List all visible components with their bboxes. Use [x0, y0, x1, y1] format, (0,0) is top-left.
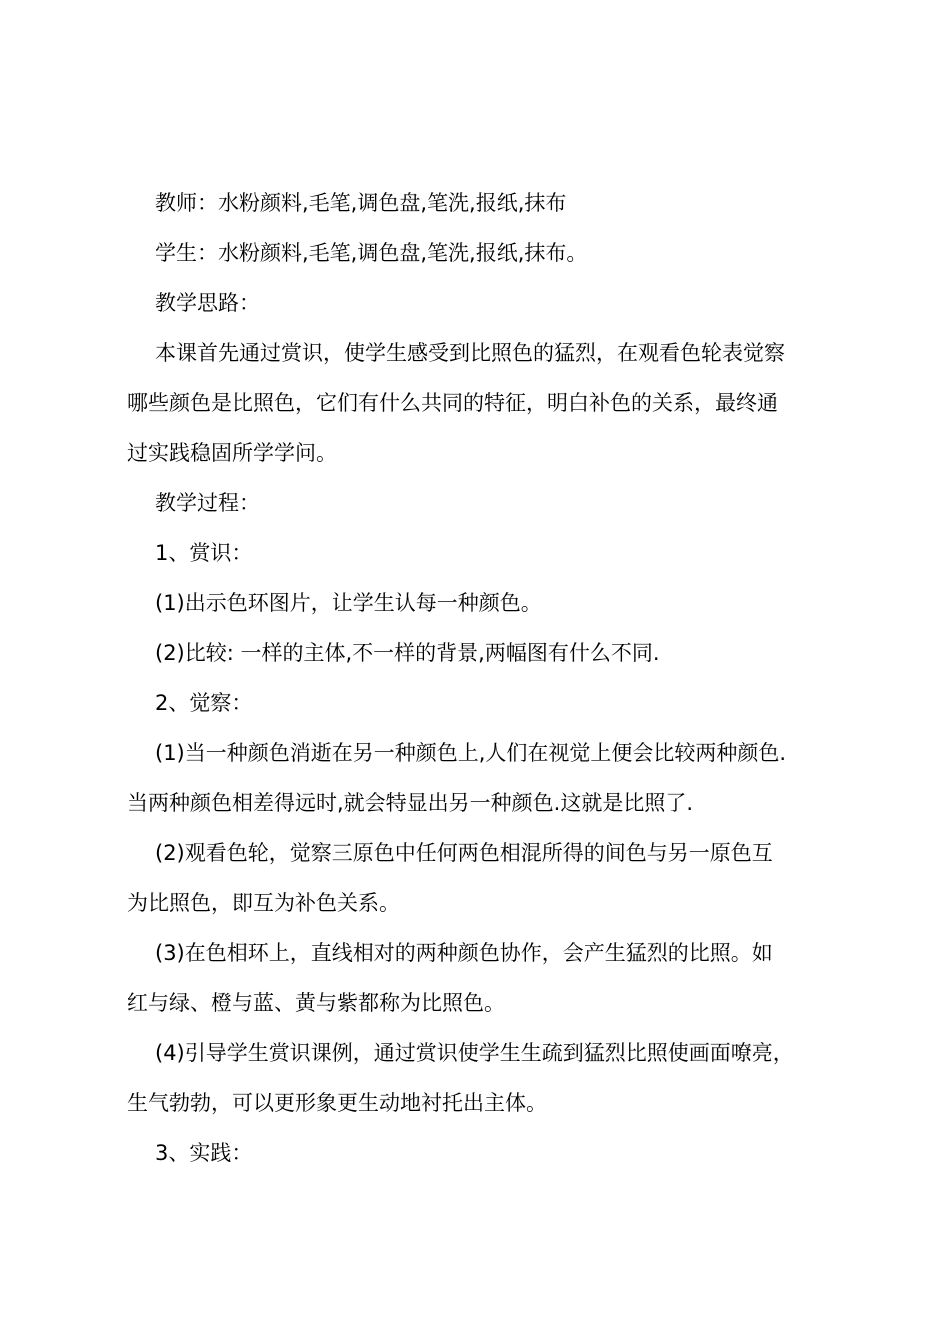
- text-line: (2)观看色轮，觉察三原色中任何两色相混所得的间色与另一原色互: [155, 841, 773, 865]
- text-line: 教学过程：: [155, 491, 260, 515]
- item-discovery-4: [127, 1028, 857, 1128]
- section-practice: [127, 1128, 857, 1178]
- text-line: 红与绿、橙与蓝、黄与紫都称为比照色。: [127, 991, 505, 1015]
- text-line: (3)在色相环上，直线相对的两种颜色协作，会产生猛烈的比照。如: [155, 941, 773, 965]
- text-line: (2)比较: 一样的主体,不一样的背景,两幅图有什么不同.: [155, 641, 660, 665]
- heading-teaching-approach: [127, 278, 857, 328]
- section-appreciation: [127, 528, 857, 578]
- item-discovery-2: [127, 828, 857, 928]
- text-line: (1)出示色环图片，让学生认每一种颜色。: [155, 591, 542, 615]
- section-discovery: [127, 678, 857, 728]
- text-line: 2、觉察：: [155, 691, 253, 715]
- text-line: 1、赏识：: [155, 541, 253, 565]
- item-discovery-1: [127, 728, 857, 828]
- text-line: 本课首先通过赏识，使学生感受到比照色的猛烈，在观看色轮表觉察: [155, 341, 785, 365]
- item-discovery-3: [127, 928, 857, 1028]
- text-line: (4)引导学生赏识课例，通过赏识使学生生疏到猛烈比照使画面嘹亮，: [155, 1041, 794, 1065]
- text-line: 生气勃勃，可以更形象更生动地衬托出主体。: [127, 1091, 547, 1115]
- text-line: 3、实践：: [155, 1141, 253, 1165]
- paragraph-teacher-materials: [127, 178, 857, 228]
- item-appreciation-2: [127, 628, 857, 678]
- text-line: 教学思路：: [155, 291, 260, 315]
- text-line: 学生：水粉颜料,毛笔,调色盘,笔洗,报纸,抹布。: [155, 241, 588, 265]
- heading-teaching-process: [127, 478, 857, 528]
- paragraph-approach-body: [127, 328, 857, 478]
- text-line: 为比照色，即互为补色关系。: [127, 891, 400, 915]
- text-line: (1)当一种颜色消逝在另一种颜色上,人们在视觉上便会比较两种颜色.: [155, 741, 787, 765]
- document-body: [127, 178, 857, 1178]
- text-line: 过实践稳固所学学问。: [127, 441, 337, 465]
- text-line: 当两种颜色相差得远时,就会特显出另一种颜色.这就是比照了.: [127, 791, 694, 815]
- text-line: 哪些颜色是比照色，它们有什么共同的特征，明白补色的关系，最终通: [127, 391, 778, 415]
- item-appreciation-1: [127, 578, 857, 628]
- paragraph-student-materials: [127, 228, 857, 278]
- text-line: 教师：水粉颜料,毛笔,调色盘,笔洗,报纸,抹布: [155, 191, 567, 215]
